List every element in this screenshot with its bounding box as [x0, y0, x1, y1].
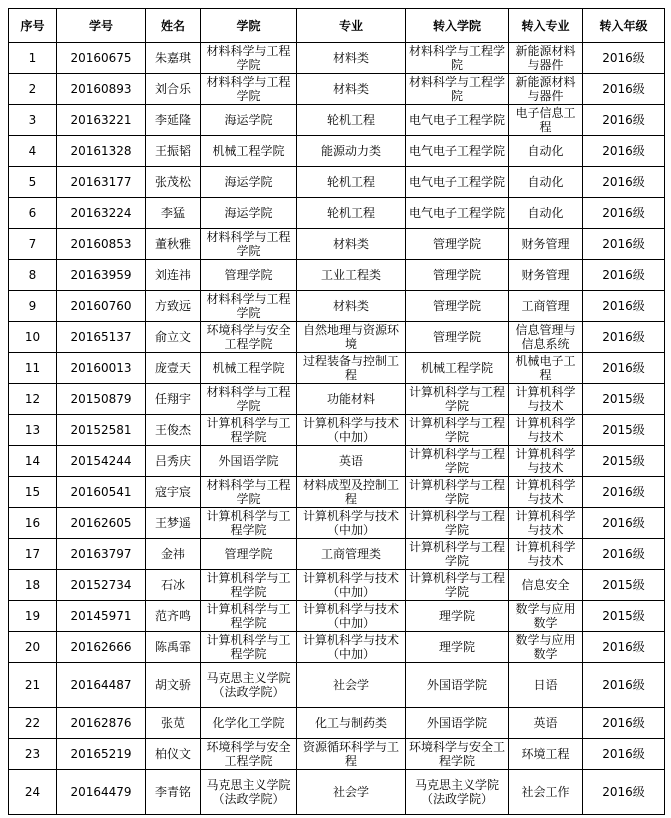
cell-target-college: 电气电子工程学院	[406, 167, 509, 198]
cell-name: 柏仪文	[146, 739, 201, 770]
cell-student-id: 20145971	[57, 601, 146, 632]
cell-index: 5	[9, 167, 57, 198]
cell-target-college: 管理学院	[406, 260, 509, 291]
cell-index: 2	[9, 74, 57, 105]
cell-college: 计算机科学与工程学院	[201, 601, 297, 632]
cell-college: 材料科学与工程学院	[201, 229, 297, 260]
cell-target-college: 计算机科学与工程学院	[406, 508, 509, 539]
table-row	[9, 384, 665, 415]
cell-target-major: 新能源材料与器件	[509, 74, 583, 105]
cell-target-grade: 2016级	[583, 136, 665, 167]
table-row	[9, 322, 665, 353]
header-row	[9, 9, 665, 43]
cell-student-id: 20164487	[57, 663, 146, 708]
cell-major: 材料类	[297, 74, 406, 105]
cell-target-college: 管理学院	[406, 229, 509, 260]
cell-student-id: 20161328	[57, 136, 146, 167]
table-row	[9, 477, 665, 508]
cell-major: 社会学	[297, 663, 406, 708]
cell-college: 计算机科学与工程学院	[201, 415, 297, 446]
cell-major: 轮机工程	[297, 198, 406, 229]
table-row	[9, 291, 665, 322]
cell-target-major: 财务管理	[509, 260, 583, 291]
cell-name: 俞立文	[146, 322, 201, 353]
cell-target-grade: 2016级	[583, 708, 665, 739]
cell-major: 材料类	[297, 43, 406, 74]
cell-major: 轮机工程	[297, 167, 406, 198]
cell-major: 功能材料	[297, 384, 406, 415]
cell-target-grade: 2016级	[583, 198, 665, 229]
cell-index: 22	[9, 708, 57, 739]
cell-student-id: 20160675	[57, 43, 146, 74]
cell-major: 材料类	[297, 229, 406, 260]
cell-target-major: 财务管理	[509, 229, 583, 260]
cell-college: 环境科学与安全工程学院	[201, 322, 297, 353]
table-row	[9, 601, 665, 632]
cell-student-id: 20165219	[57, 739, 146, 770]
cell-index: 4	[9, 136, 57, 167]
table-row	[9, 260, 665, 291]
cell-target-grade: 2016级	[583, 260, 665, 291]
cell-college: 材料科学与工程学院	[201, 477, 297, 508]
cell-student-id: 20160013	[57, 353, 146, 384]
col-header-target-grade: 转入年级	[583, 9, 665, 43]
cell-college: 海运学院	[201, 167, 297, 198]
cell-student-id: 20162876	[57, 708, 146, 739]
cell-target-grade: 2016级	[583, 508, 665, 539]
cell-name: 陈禹霏	[146, 632, 201, 663]
cell-target-major: 自动化	[509, 136, 583, 167]
cell-college: 海运学院	[201, 105, 297, 136]
table-row	[9, 632, 665, 663]
cell-target-grade: 2016级	[583, 291, 665, 322]
cell-target-grade: 2015级	[583, 415, 665, 446]
cell-index: 23	[9, 739, 57, 770]
table-row	[9, 229, 665, 260]
cell-student-id: 20163177	[57, 167, 146, 198]
cell-target-major: 数学与应用数学	[509, 601, 583, 632]
cell-index: 1	[9, 43, 57, 74]
cell-index: 20	[9, 632, 57, 663]
cell-name: 王梦遥	[146, 508, 201, 539]
cell-name: 刘连祎	[146, 260, 201, 291]
cell-major: 计算机科学与技术（中加）	[297, 570, 406, 601]
table-row	[9, 105, 665, 136]
table-row	[9, 539, 665, 570]
cell-college: 外国语学院	[201, 446, 297, 477]
cell-index: 14	[9, 446, 57, 477]
cell-target-college: 电气电子工程学院	[406, 105, 509, 136]
cell-target-grade: 2016级	[583, 105, 665, 136]
cell-student-id: 20154244	[57, 446, 146, 477]
cell-target-major: 计算机科学与技术	[509, 539, 583, 570]
cell-index: 15	[9, 477, 57, 508]
cell-target-college: 环境科学与安全工程学院	[406, 739, 509, 770]
cell-major: 社会学	[297, 770, 406, 815]
cell-college: 材料科学与工程学院	[201, 291, 297, 322]
table-row	[9, 198, 665, 229]
cell-major: 计算机科学与技术（中加）	[297, 601, 406, 632]
col-header-name: 姓名	[146, 9, 201, 43]
cell-target-college: 机械工程学院	[406, 353, 509, 384]
cell-major: 自然地理与资源环境	[297, 322, 406, 353]
cell-college: 材料科学与工程学院	[201, 74, 297, 105]
cell-target-grade: 2016级	[583, 770, 665, 815]
cell-college: 机械工程学院	[201, 353, 297, 384]
cell-index: 3	[9, 105, 57, 136]
cell-name: 吕秀庆	[146, 446, 201, 477]
table-row	[9, 708, 665, 739]
cell-major: 工商管理类	[297, 539, 406, 570]
cell-name: 石冰	[146, 570, 201, 601]
cell-target-major: 电子信息工程	[509, 105, 583, 136]
cell-student-id: 20152734	[57, 570, 146, 601]
cell-name: 庞壹天	[146, 353, 201, 384]
cell-student-id: 20160541	[57, 477, 146, 508]
cell-target-college: 管理学院	[406, 291, 509, 322]
cell-name: 朱嘉琪	[146, 43, 201, 74]
cell-major: 计算机科学与技术（中加）	[297, 415, 406, 446]
table-row	[9, 415, 665, 446]
cell-major: 工业工程类	[297, 260, 406, 291]
table-row	[9, 353, 665, 384]
cell-target-grade: 2015级	[583, 601, 665, 632]
cell-student-id: 20163224	[57, 198, 146, 229]
cell-college: 海运学院	[201, 198, 297, 229]
cell-student-id: 20162605	[57, 508, 146, 539]
cell-college: 材料科学与工程学院	[201, 384, 297, 415]
cell-target-major: 计算机科学与技术	[509, 415, 583, 446]
cell-target-college: 材料科学与工程学院	[406, 43, 509, 74]
cell-student-id: 20163221	[57, 105, 146, 136]
cell-name: 王俊杰	[146, 415, 201, 446]
cell-target-college: 计算机科学与工程学院	[406, 477, 509, 508]
cell-major: 计算机科学与技术（中加）	[297, 508, 406, 539]
cell-target-grade: 2016级	[583, 229, 665, 260]
cell-major: 英语	[297, 446, 406, 477]
cell-index: 11	[9, 353, 57, 384]
cell-college: 计算机科学与工程学院	[201, 508, 297, 539]
cell-college: 马克思主义学院（法政学院）	[201, 770, 297, 815]
cell-name: 张苋	[146, 708, 201, 739]
cell-target-major: 环境工程	[509, 739, 583, 770]
cell-target-major: 信息安全	[509, 570, 583, 601]
cell-student-id: 20160893	[57, 74, 146, 105]
cell-major: 计算机科学与技术（中加）	[297, 632, 406, 663]
cell-student-id: 20162666	[57, 632, 146, 663]
cell-target-major: 日语	[509, 663, 583, 708]
table-row	[9, 136, 665, 167]
cell-student-id: 20150879	[57, 384, 146, 415]
cell-target-grade: 2016级	[583, 167, 665, 198]
cell-target-college: 外国语学院	[406, 708, 509, 739]
col-header-target-college: 转入学院	[406, 9, 509, 43]
cell-name: 李猛	[146, 198, 201, 229]
table-body	[9, 43, 665, 815]
cell-target-college: 管理学院	[406, 322, 509, 353]
cell-college: 材料科学与工程学院	[201, 43, 297, 74]
cell-target-major: 机械电子工程	[509, 353, 583, 384]
cell-target-college: 计算机科学与工程学院	[406, 539, 509, 570]
cell-target-grade: 2015级	[583, 384, 665, 415]
cell-index: 9	[9, 291, 57, 322]
table-row	[9, 446, 665, 477]
cell-target-grade: 2016级	[583, 539, 665, 570]
cell-name: 王振韬	[146, 136, 201, 167]
cell-target-grade: 2015级	[583, 446, 665, 477]
cell-target-college: 计算机科学与工程学院	[406, 570, 509, 601]
cell-target-major: 社会工作	[509, 770, 583, 815]
table-row	[9, 167, 665, 198]
cell-major: 能源动力类	[297, 136, 406, 167]
cell-student-id: 20164479	[57, 770, 146, 815]
cell-college: 环境科学与安全工程学院	[201, 739, 297, 770]
cell-target-college: 电气电子工程学院	[406, 136, 509, 167]
cell-college: 计算机科学与工程学院	[201, 570, 297, 601]
cell-college: 管理学院	[201, 260, 297, 291]
cell-target-grade: 2016级	[583, 739, 665, 770]
cell-target-major: 信息管理与信息系统	[509, 322, 583, 353]
cell-target-major: 计算机科学与技术	[509, 384, 583, 415]
cell-student-id: 20160760	[57, 291, 146, 322]
cell-target-major: 计算机科学与技术	[509, 477, 583, 508]
table-row	[9, 739, 665, 770]
cell-name: 任翔宇	[146, 384, 201, 415]
cell-target-major: 工商管理	[509, 291, 583, 322]
cell-target-college: 电气电子工程学院	[406, 198, 509, 229]
cell-college: 管理学院	[201, 539, 297, 570]
cell-target-major: 英语	[509, 708, 583, 739]
cell-student-id: 20152581	[57, 415, 146, 446]
cell-major: 资源循环科学与工程	[297, 739, 406, 770]
cell-index: 6	[9, 198, 57, 229]
cell-name: 刘合乐	[146, 74, 201, 105]
cell-college: 马克思主义学院（法政学院）	[201, 663, 297, 708]
cell-target-major: 数学与应用数学	[509, 632, 583, 663]
cell-student-id: 20163797	[57, 539, 146, 570]
cell-name: 金祎	[146, 539, 201, 570]
cell-major: 轮机工程	[297, 105, 406, 136]
cell-index: 13	[9, 415, 57, 446]
cell-target-grade: 2016级	[583, 477, 665, 508]
cell-target-grade: 2016级	[583, 663, 665, 708]
cell-target-major: 自动化	[509, 198, 583, 229]
cell-target-major: 自动化	[509, 167, 583, 198]
cell-target-grade: 2016级	[583, 353, 665, 384]
cell-name: 张茂松	[146, 167, 201, 198]
cell-name: 范齐鸣	[146, 601, 201, 632]
cell-index: 18	[9, 570, 57, 601]
table-row	[9, 74, 665, 105]
cell-name: 李延隆	[146, 105, 201, 136]
cell-college: 化学化工学院	[201, 708, 297, 739]
cell-target-college: 外国语学院	[406, 663, 509, 708]
cell-target-grade: 2016级	[583, 43, 665, 74]
table-row	[9, 43, 665, 74]
cell-target-college: 理学院	[406, 632, 509, 663]
cell-index: 16	[9, 508, 57, 539]
cell-target-major: 新能源材料与器件	[509, 43, 583, 74]
cell-target-major: 计算机科学与技术	[509, 508, 583, 539]
transfer-table	[8, 8, 665, 815]
cell-name: 寇宇宸	[146, 477, 201, 508]
cell-major: 材料成型及控制工程	[297, 477, 406, 508]
cell-target-college: 计算机科学与工程学院	[406, 384, 509, 415]
cell-name: 方致远	[146, 291, 201, 322]
table-row	[9, 770, 665, 815]
col-header-target-major: 转入专业	[509, 9, 583, 43]
cell-target-grade: 2016级	[583, 632, 665, 663]
cell-target-college: 材料科学与工程学院	[406, 74, 509, 105]
cell-index: 17	[9, 539, 57, 570]
table-row	[9, 508, 665, 539]
cell-college: 机械工程学院	[201, 136, 297, 167]
cell-index: 21	[9, 663, 57, 708]
cell-target-college: 计算机科学与工程学院	[406, 415, 509, 446]
cell-major: 过程装备与控制工程	[297, 353, 406, 384]
col-header-college: 学院	[201, 9, 297, 43]
col-header-major: 专业	[297, 9, 406, 43]
cell-target-grade: 2015级	[583, 570, 665, 601]
cell-index: 19	[9, 601, 57, 632]
cell-index: 8	[9, 260, 57, 291]
cell-name: 胡文骄	[146, 663, 201, 708]
cell-index: 12	[9, 384, 57, 415]
cell-target-major: 计算机科学与技术	[509, 446, 583, 477]
cell-major: 化工与制药类	[297, 708, 406, 739]
cell-name: 董秋雅	[146, 229, 201, 260]
cell-target-grade: 2016级	[583, 74, 665, 105]
cell-index: 7	[9, 229, 57, 260]
table-row	[9, 570, 665, 601]
cell-student-id: 20165137	[57, 322, 146, 353]
col-header-student-id: 学号	[57, 9, 146, 43]
cell-index: 10	[9, 322, 57, 353]
cell-college: 计算机科学与工程学院	[201, 632, 297, 663]
table-row	[9, 663, 665, 708]
cell-student-id: 20163959	[57, 260, 146, 291]
cell-name: 李青铭	[146, 770, 201, 815]
cell-index: 24	[9, 770, 57, 815]
cell-target-college: 计算机科学与工程学院	[406, 446, 509, 477]
cell-major: 材料类	[297, 291, 406, 322]
cell-target-grade: 2016级	[583, 322, 665, 353]
cell-student-id: 20160853	[57, 229, 146, 260]
col-header-index: 序号	[9, 9, 57, 43]
cell-target-college: 理学院	[406, 601, 509, 632]
cell-target-college: 马克思主义学院（法政学院）	[406, 770, 509, 815]
